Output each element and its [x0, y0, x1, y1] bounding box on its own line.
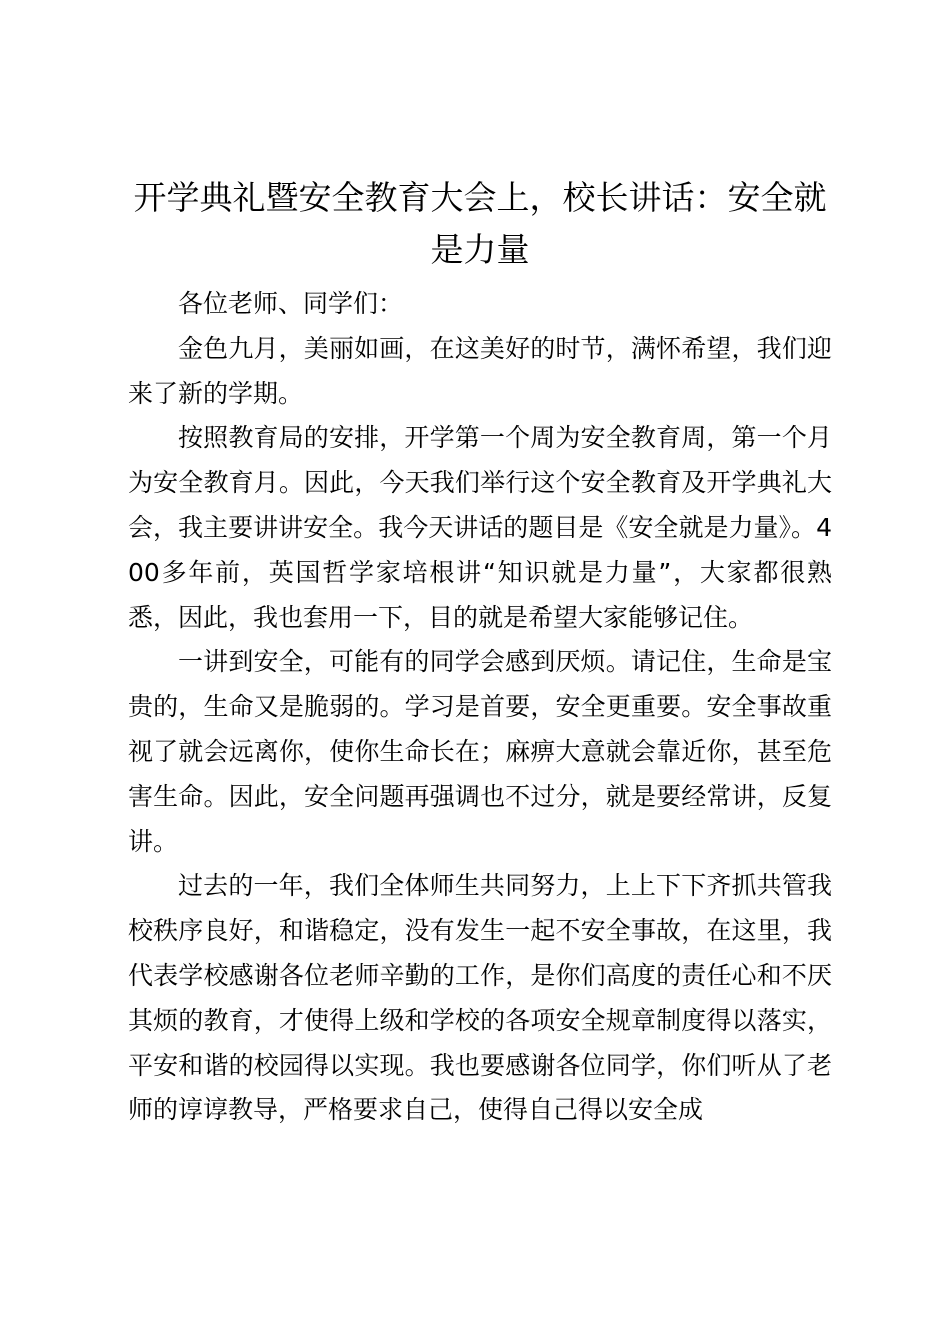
paragraph-importance: 一讲到安全，可能有的同学会感到厌烦。请记住，生命是宝贵的，生命又是脆弱的。学习是首要，安全更重要。安全事故重视了就会远离你，使你生命长在；麻痹大意就会靠近你，甚至危害生命。因此，安全问题再强调也不过分，就是要经常讲，反复讲。 [128, 647, 832, 856]
paragraph-review: 过去的一年，我们全体师生共同努力，上上下下齐抓共管我校秩序良好，和谐稳定，没有发生一起不安全事故，在这里，我代表学校感谢各位老师辛勤的工作，是你们高度的责任心和不厌其烦的教育，才使得上级和学校的各项安全规章制度得以落实，平安和谐的校园得以实现。我也要感谢各位同学，你们听从了老师的谆谆教导，严格要求自己，使得自己得以安全成 [128, 871, 832, 1125]
paragraph-topic: 按照教育局的安排，开学第一个周为安全教育周，第一个月为安全教育月。因此，今天我们举行这个安全教育及开学典礼大会，我主要讲讲安全。我今天讲话的题目是《安全就是力量》。400多年前，英国哲学家培根讲“知识就是力量”，大家都很熟悉，因此，我也套用一下，目的就是希望大家能够记住。 [128, 423, 832, 632]
document-page [128, 172, 832, 1133]
paragraph-opening: 金色九月，美丽如画，在这美好的时节，满怀希望，我们迎来了新的学期。 [128, 333, 832, 408]
document-title: 开学典礼暨安全教育大会上，校长讲话：安全就是力量 [133, 178, 827, 269]
document-body [128, 282, 832, 1133]
paragraph-greeting: 各位老师、同学们： [178, 289, 404, 318]
